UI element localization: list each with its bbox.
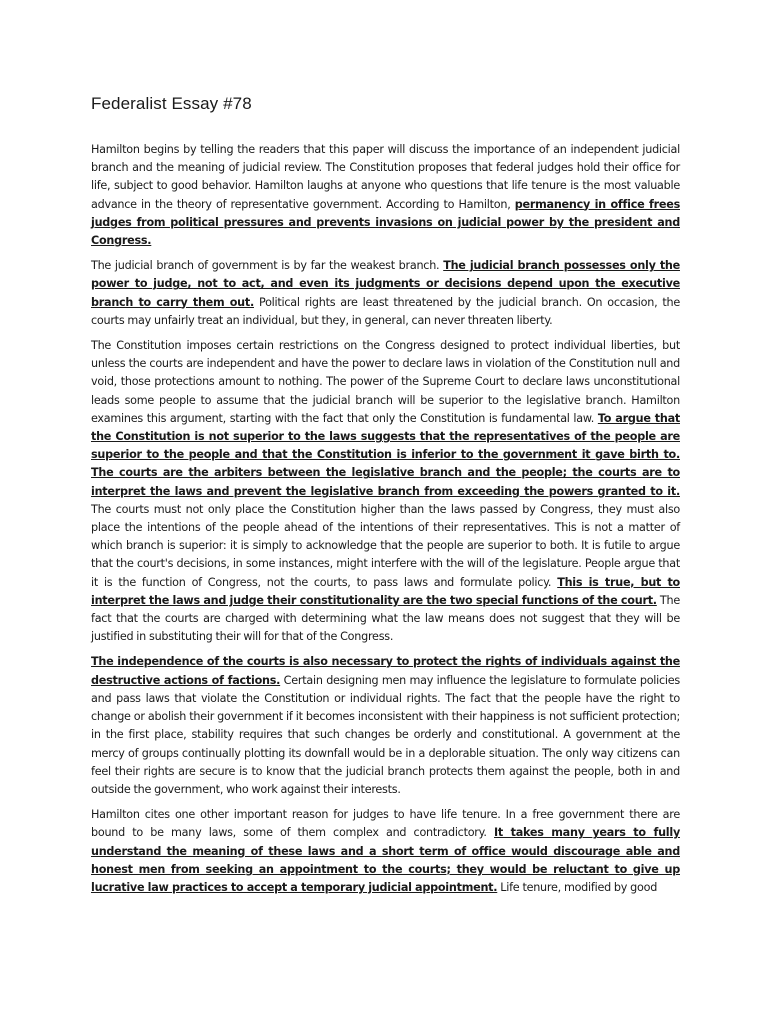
body-text: Life tenure, modified by good: [497, 880, 658, 894]
body-text: Certain designing men may influence the legislature to formulate policies and pass laws that violate the Constitution or individual rights. The fact that the people have the right to change or abolish their government if it becomes inconsistent with their happiness is not sufficient protection; in the first place, stability requires that such changes be orderly and constitutional. A government at the mercy of groups continually plotting its downfall would be in a deplorable situation. The only way citizens can feel their rights are secure is to know that the judicial branch protects them against the people, both in and outside the government, who work against their interests.: [91, 673, 680, 796]
document-title: Federalist Essay #78: [91, 94, 252, 113]
body-text: The judicial branch of government is by far the weakest branch.: [91, 259, 444, 273]
paragraph-5: [91, 806, 680, 897]
underlined-text: It takes many years to fully understand the meaning of these laws and a short term of office would discourage able and honest men from seeking an appointment to the courts; they would be reluctant to give up lucrative law practices to accept a temporary judicial appointment.: [91, 826, 680, 894]
underlined-text: To argue that the Constitution is not superior to the laws suggests that the representatives of the people are superior to the people and that the Constitution is inferior to the government it gave birth to. The courts are the arbiters between the legislative branch and the people; the courts are to interpret the laws and prevent the legislative branch from exceeding the powers granted to it.: [91, 411, 680, 498]
body-text: Hamilton cites one other important reason for judges to have life tenure. In a free government there are bound to be many laws, some of them complex and contradictory.: [91, 808, 680, 840]
body-text: Hamilton begins by telling the readers that this paper will discuss the importance of an independent judicial branch and the meaning of judicial review. The Constitution proposes that federal judges hold their office for life, subject to good behavior. Hamilton laughs at anyone who questions that life tenure is the most valuable advance in the theory of representative government. According to Hamilton,: [91, 143, 680, 211]
paragraph-3: [91, 337, 680, 646]
underlined-text: permanency in office frees judges from political pressures and prevents invasions on judicial power by the president and Congress.: [91, 197, 680, 248]
underlined-text: The judicial branch possesses only the power to judge, not to act, and even its judgments or decisions depend upon the executive branch to carry them out.: [91, 259, 680, 309]
underlined-text: This is true, but to interpret the laws and judge their constitutionality are the two special functions of the court.: [91, 575, 680, 607]
underlined-text: The independence of the courts is also necessary to protect the rights of individuals against the destructive actions of factions.: [91, 655, 680, 687]
body-text: The Constitution imposes certain restrictions on the Congress designed to protect individual liberties, but unless the courts are independent and have the power to declare laws in violation of the Constitution null and void, those protections amount to nothing. The power of the Supreme Court to declare laws unconstitutional leads some people to assume that the judicial branch will be superior to the legislative branch. Hamilton examines this argument, starting with the fact that only the Constitution is fundamental law.: [91, 339, 680, 425]
paragraph-2: [91, 257, 680, 330]
body-text: The fact that the courts are charged with determining what the law means does not suggest that they will be justified in substituting their will for that of the Congress.: [91, 593, 680, 644]
paragraph-4: [91, 653, 680, 799]
body-text: Political rights are least threatened by the judicial branch. On occasion, the courts may unfairly treat an individual, but they, in general, can never threaten liberty.: [91, 295, 680, 327]
body-text: The courts must not only place the Constitution higher than the laws passed by Congress, they must also place the intentions of the people ahead of the intentions of their representatives. This is not a matter of which branch is superior: it is simply to acknowledge that the people are superior to both. It is futile to argue that the court's decisions, in some instances, might interfere with the will of the legislature. People argue that it is the function of Congress, not the courts, to pass laws and formulate policy.: [91, 502, 680, 589]
paragraph-1: [91, 141, 680, 250]
document-body: [91, 141, 680, 897]
